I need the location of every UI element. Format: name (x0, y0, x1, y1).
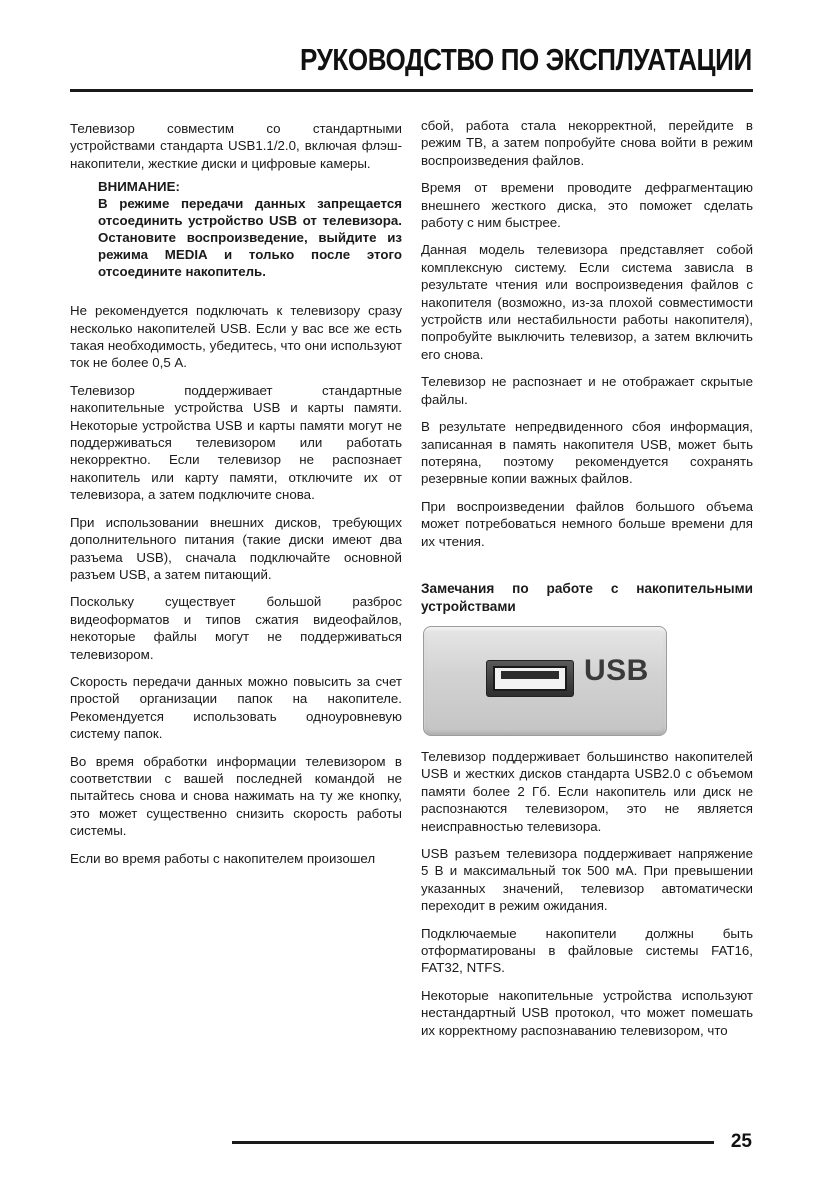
paragraph-system-hang: Данная модель телевизора представляет собой комплексную систему. Если система зависла в результате чтения или воспроизведения файлов с накопителя (возможно, из-за плохой совместимости устройств или нестабильности работы накопителя), попробуйте выключить телевизор, а затем включить его снова. (421, 242, 753, 362)
section-heading-storage-notes: Замечания по работе с накопительными устройствами (421, 580, 753, 614)
warning-title: ВНИМАНИЕ: (98, 179, 180, 195)
right-column (421, 117, 753, 1049)
usb-port-icon (486, 660, 574, 697)
paragraph-folder-organization: Скорость передачи данных можно повысить за счет простой организации папок на накопителе. Рекомендуется использовать одноуровневую систему папок. (70, 673, 402, 742)
page-title: РУКОВОДСТВО ПО ЭКСПЛУАТАЦИИ (300, 42, 752, 77)
paragraph-multiple-devices: Не рекомендуется подключать к телевизору сразу несколько накопителей USB. Если у вас все же есть такая необходимость, убедитесь, что они используют ток не более 0,5 А. (70, 303, 402, 371)
paragraph-usb-compatibility: Телевизор совместим со стандартными устройствами стандарта USB1.1/2.0, включая флэш-накопители, жесткие диски и цифровые камеры. (70, 121, 402, 171)
paragraph-failure-continued: сбой, работа стала некорректной, перейдите в режим ТВ, а затем попробуйте снова войти в режим воспроизведения файлов. (421, 118, 753, 168)
paragraph-hidden-files: Телевизор не распознает и не отображает скрытые файлы. (421, 374, 753, 407)
paragraph-large-files: При воспроизведении файлов большого объема может потребоваться немного больше времени для их чтения. (421, 498, 753, 549)
paragraph-video-formats: Поскольку существует большой разброс видеоформатов и типов сжатия видеофайлов, некоторые файлы могут не поддерживаться телевизором. (70, 594, 402, 662)
paragraph-usb2-support: Телевизор поддерживает большинство накопителей USB и жестких дисков стандарта USB2.0 с объемом памяти более 2 Гб. Если накопитель или диск не распознаются телевизором, это не является неисправностью телевизора. (421, 748, 753, 834)
paragraph-external-disks: При использовании внешних дисков, требующих дополнительного питания (такие диски имеют два разъема USB), сначала подключайте основной разъем USB, а затем питающий. (70, 514, 402, 582)
page-number: 25 (730, 1131, 752, 1152)
paragraph-storage-support: Телевизор поддерживает стандартные накопительные устройства USB и карты памяти. Некоторые устройства USB и карты памяти могут не поддерживаться телевизором или работать некорректно. Если телевизор не распознает накопитель или карту памяти, отключите их от телевизора, а затем подключите снова. (70, 382, 402, 503)
paragraph-nonstandard-protocol: Некоторые накопительные устройства используют нестандартный USB протокол, что может помешать их корректному распознаванию телевизором, что (421, 987, 753, 1038)
left-column (70, 120, 402, 877)
warning-text: В режиме передачи данных запрещается отсоединить устройство USB от телевизора. Остановите воспроизведение, выйдите из режима MEDIA и только после этого отсоедините накопитель. (98, 196, 402, 280)
paragraph-repeated-commands: Во время обработки информации телевизором в соответствии с вашей последней командой не пытайтесь снова и снова нажимать на ту же кнопку, это может существенно снизить скорость работы системы. (70, 753, 402, 839)
paragraph-power-limits: USB разъем телевизора поддерживает напряжение 5 В и максимальный ток 500 мА. При превышении указанных значений, телевизор автоматически переходит в режим ожидания. (421, 845, 753, 914)
usb-port-illustration (423, 626, 667, 736)
footer-divider (232, 1141, 714, 1144)
usb-label: USB (584, 653, 649, 687)
header-divider (70, 89, 753, 92)
paragraph-failure-start: Если во время работы с накопителем произошел (70, 850, 376, 866)
paragraph-data-loss: В результате непредвиденного сбоя информация, записанная в память накопителя USB, может быть потеряна, поэтому рекомендуется сохранять резервные копии важных файлов. (421, 419, 753, 487)
paragraph-file-systems: Подключаемые накопители должны быть отформатированы в файловые системы FAT16, FAT32, NTFS. (421, 925, 753, 976)
warning-block (98, 178, 402, 280)
paragraph-defragmentation: Время от времени проводите дефрагментацию внешнего жесткого диска, это поможет сделать работу с ним быстрее. (421, 180, 753, 231)
